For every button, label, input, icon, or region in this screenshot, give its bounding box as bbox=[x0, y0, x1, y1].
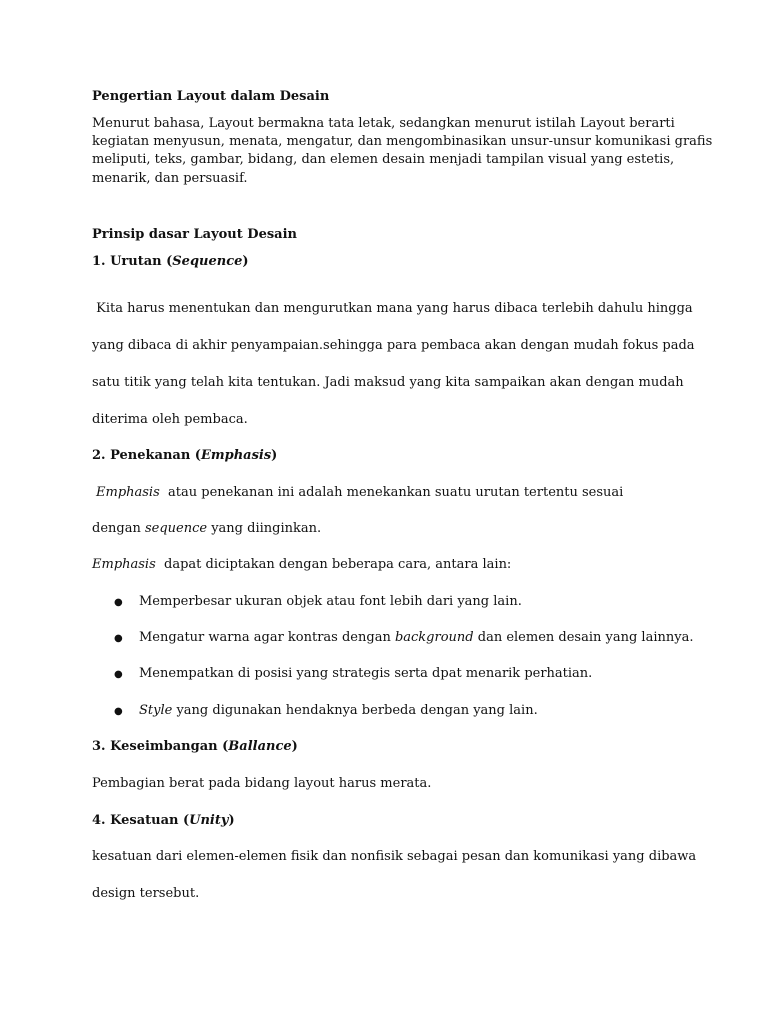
section-1-line: Kita harus menentukan dan mengurutkan mana yang harus dibaca terlebih dahulu hingga bbox=[92, 301, 693, 316]
bullet-item: Style yang digunakan hendaknya berbeda dengan yang lain. bbox=[139, 703, 538, 718]
section-3-line: Pembagian berat pada bidang layout harus merata. bbox=[92, 776, 432, 791]
section-4-line: design tersebut. bbox=[92, 886, 200, 901]
bullet-item: Menempatkan di posisi yang strategis serta dpat menarik perhatian. bbox=[139, 666, 593, 681]
section-1-line: diterima oleh pembaca. bbox=[92, 412, 248, 427]
section-3-heading: 3. Keseimbangan (Ballance) bbox=[92, 739, 298, 754]
intro-line: Menurut bahasa, Layout bermakna tata letak, sedangkan menurut istilah Layout berarti bbox=[92, 116, 675, 131]
principles-heading: Prinsip dasar Layout Desain bbox=[92, 227, 297, 242]
section-1-line: satu titik yang telah kita tentukan. Jadi maksud yang kita sampaikan akan dengan mudah bbox=[92, 375, 684, 390]
section-4-term: Unity bbox=[189, 813, 229, 828]
intro-line: kegiatan menyusun, menata, mengatur, dan mengombinasikan unsur-unsur komunikasi grafis bbox=[92, 134, 713, 149]
sequence-paragraph: dengan sequence yang diinginkan. bbox=[92, 521, 322, 536]
section-1-term: Sequence bbox=[172, 254, 243, 269]
bullet-marker: ● bbox=[114, 706, 123, 717]
section-2-term: Emphasis bbox=[200, 448, 272, 463]
bullet-item: Memperbesar ukuran objek atau font lebih dari yang lain. bbox=[139, 594, 522, 609]
bullet-marker: ● bbox=[114, 597, 123, 608]
section-3-term: Ballance bbox=[228, 739, 292, 754]
section-4-line: kesatuan dari elemen-elemen fisik dan nonfisik sebagai pesan dan komunikasi yang dibawa bbox=[92, 849, 697, 864]
emphasis-paragraph: Emphasis atau penekanan ini adalah menekankan suatu urutan tertentu sesuai bbox=[96, 485, 624, 500]
emphasis-methods-intro: Emphasis dapat diciptakan dengan beberapa cara, antara lain: bbox=[92, 557, 512, 572]
section-1-heading: 1. Urutan (Sequence) bbox=[92, 254, 249, 269]
bullet-item: Mengatur warna agar kontras dengan background dan elemen desain yang lainnya. bbox=[139, 630, 694, 645]
section-1-line: yang dibaca di akhir penyampaian.sehingga para pembaca akan dengan mudah fokus pada bbox=[92, 338, 695, 353]
bullet-marker: ● bbox=[114, 633, 123, 644]
section-2-heading: 2. Penekanan (Emphasis) bbox=[92, 448, 278, 463]
intro-line: meliputi, teks, gambar, bidang, dan elemen desain menjadi tampilan visual yang estetis, bbox=[92, 152, 675, 167]
bullet-marker: ● bbox=[114, 669, 123, 680]
intro-line: menarik, dan persuasif. bbox=[92, 171, 248, 186]
page-title: Pengertian Layout dalam Desain bbox=[92, 89, 330, 104]
section-4-heading: 4. Kesatuan (Unity) bbox=[92, 813, 235, 828]
